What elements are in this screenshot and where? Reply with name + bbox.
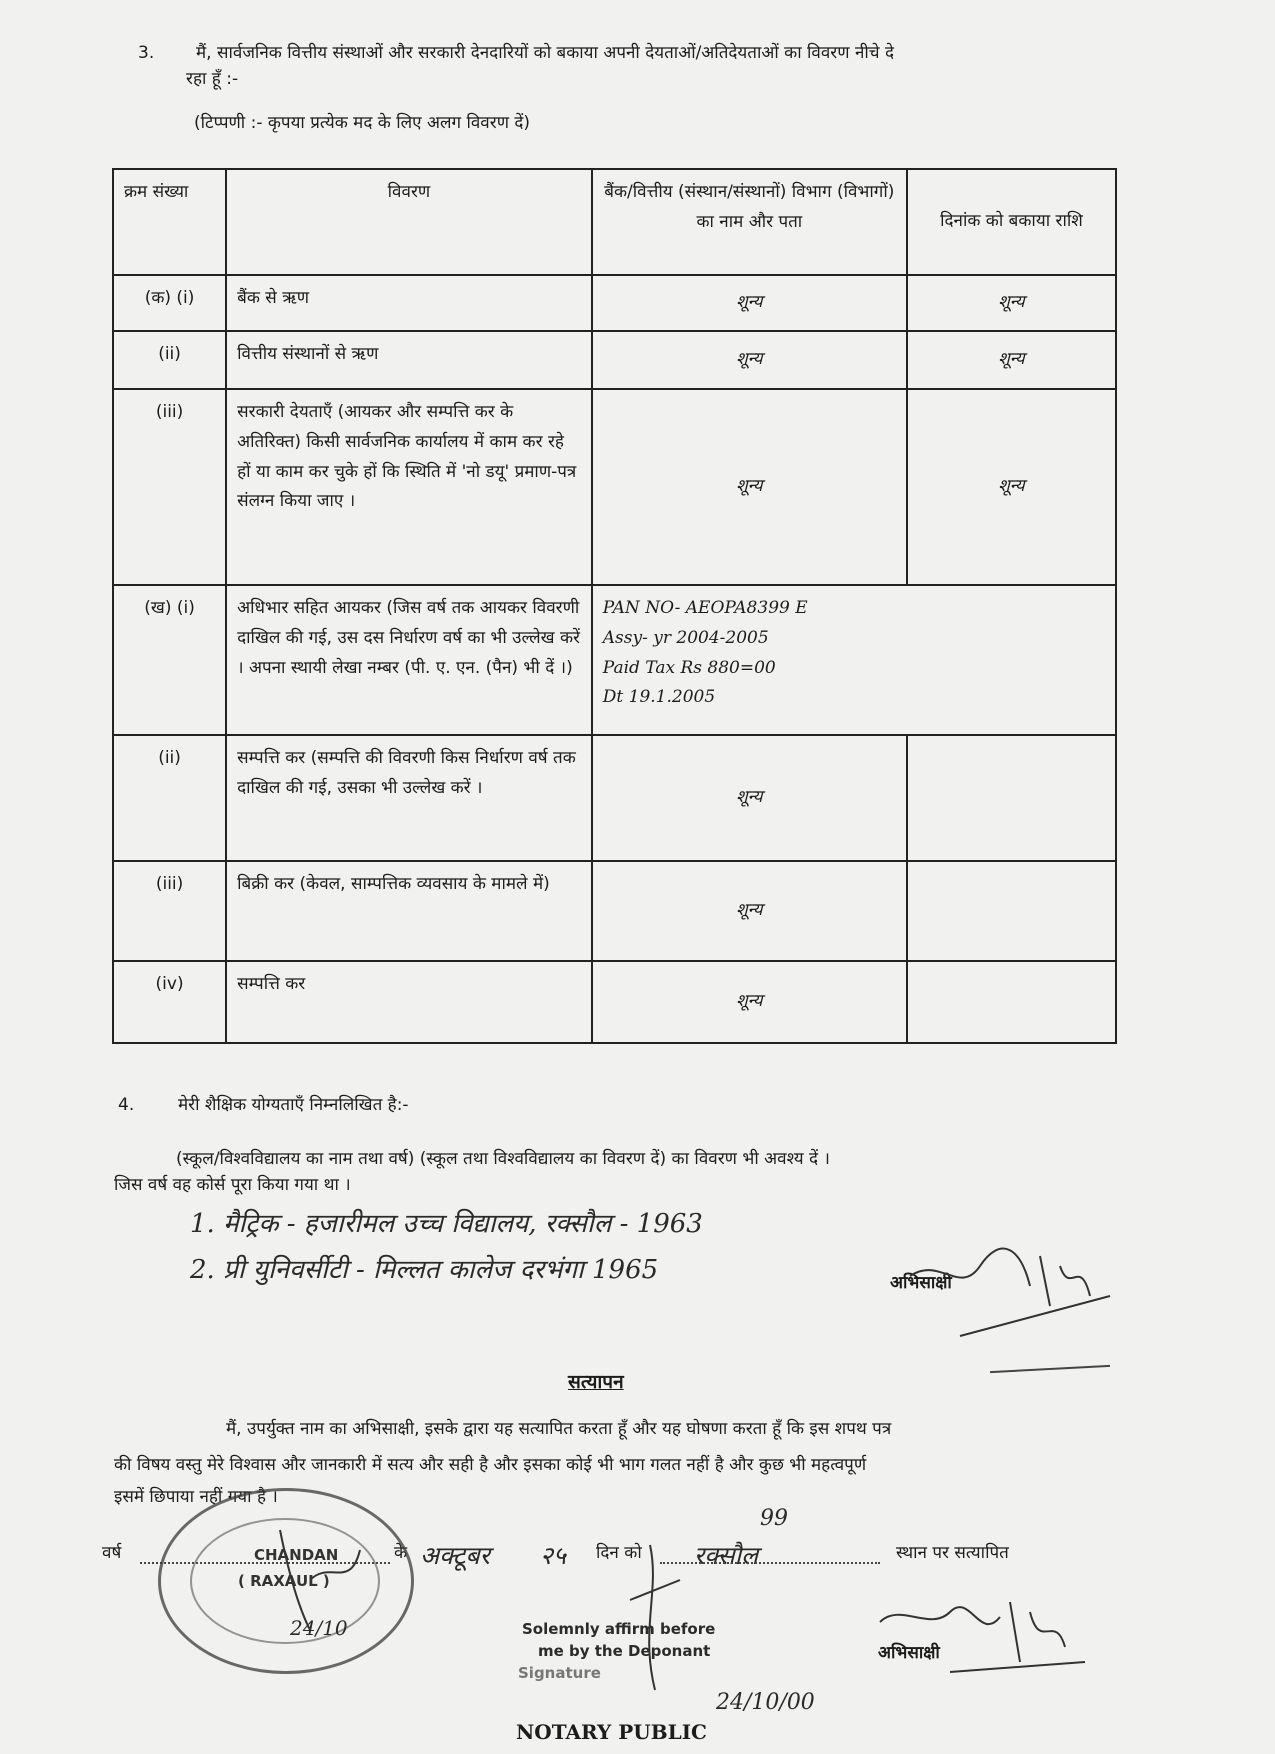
notary-public-title: NOTARY PUBLIC bbox=[516, 1720, 707, 1744]
section-4-instruction-line1: (स्कूल/विश्वविद्यालय का नाम तथा वर्ष) (स्कूल तथा विश्वविद्यालय का विवरण दें) का विवरण भी अवश्य दें । bbox=[176, 1149, 830, 1169]
verification-place-label: स्थान पर सत्यापित bbox=[896, 1543, 1009, 1563]
row-bank: शून्य bbox=[592, 861, 907, 961]
table-row bbox=[113, 861, 1116, 961]
row-description: सम्पत्ति कर bbox=[226, 961, 592, 1043]
row-bank: शून्य bbox=[592, 961, 907, 1043]
row-description: अधिभार सहित आयकर (जिस वर्ष तक आयकर विवरणी दाखिल की गई, उस दस निर्धारण वर्ष का भी उल्लेख करें । अपना स्थायी लेखा नम्बर (पी. ए. एन. (पैन) भी दें ।) bbox=[226, 585, 592, 735]
education-entry-2: 2. प्री युनिवर्सीटी - मिल्लत कालेज दरभंगा 1965 bbox=[190, 1255, 659, 1285]
deponent-label-1: अभिसाक्षी bbox=[890, 1273, 952, 1293]
education-entry-1: 1. मैट्रिक - हजारीमल उच्च विद्यालय, रक्सौल - 1963 bbox=[190, 1209, 703, 1239]
affirm-line2: me by the Deponant bbox=[538, 1642, 711, 1660]
section-3-number: 3. bbox=[138, 43, 155, 63]
row-description: बिक्री कर (केवल, साम्पत्तिक व्यवसाय के मामले में) bbox=[226, 861, 592, 961]
pan-entry bbox=[592, 585, 1116, 735]
paid-date: Dt 19.1.2005 bbox=[602, 687, 716, 708]
stamp-date: 24/10 bbox=[290, 1616, 348, 1640]
notary-signature bbox=[260, 1520, 380, 1640]
section-3-note: (टिप्पणी :- कृपया प्रत्येक मद के लिए अलग विवरण दें) bbox=[194, 113, 531, 133]
deponent-signature-2 bbox=[860, 1592, 1090, 1682]
section-4-heading: मेरी शैक्षिक योग्यताएँ निम्नलिखित है:- bbox=[178, 1095, 409, 1115]
table-header-row bbox=[113, 169, 1116, 275]
stamp-place: ( RAXAUL ) bbox=[238, 1572, 330, 1590]
table-row bbox=[113, 331, 1116, 389]
header-serial: क्रम संख्या bbox=[113, 169, 226, 275]
verification-year-label: वर्ष bbox=[102, 1543, 122, 1563]
deponent-signature-1 bbox=[900, 1236, 1120, 1346]
header-bank: बैंक/वित्तीय (संस्थान/संस्थानों) विभाग (विभागों) का नाम और पता bbox=[592, 169, 907, 275]
row-description: बैंक से ऋण bbox=[226, 275, 592, 331]
liabilities-table bbox=[112, 168, 1117, 1044]
row-serial: (iii) bbox=[113, 861, 226, 961]
row-bank: शून्य bbox=[592, 389, 907, 585]
section-3-intro-line2: रहा हूँ :- bbox=[186, 69, 239, 89]
row-bank: शून्य bbox=[592, 275, 907, 331]
notary-signature-2 bbox=[610, 1540, 700, 1700]
assessment-year: Assy- yr 2004-2005 bbox=[602, 627, 769, 648]
row-serial: (ii) bbox=[113, 331, 226, 389]
stamp-name: CHANDAN bbox=[254, 1546, 339, 1564]
section-3-intro-line1: मैं, सार्वजनिक वित्तीय संस्थाओं और सरकारी देनदारियों को बकाया अपनी देयताओं/अतिदेयताओं का विवरण नीचे दे bbox=[196, 43, 895, 63]
row-serial: (iii) bbox=[113, 389, 226, 585]
row-serial: (क) (i) bbox=[113, 275, 226, 331]
verification-para-line1: मैं, उपर्युक्त नाम का अभिसाक्षी, इसके द्वारा यह सत्यापित करता हूँ और यह घोषणा करता हूँ कि इस शपथ पत्र bbox=[226, 1419, 892, 1439]
table-row bbox=[113, 585, 1116, 735]
row-serial: (ख) (i) bbox=[113, 585, 226, 735]
notary-date: 24/10/00 bbox=[716, 1690, 815, 1715]
row-description: सम्पत्ति कर (सम्पत्ति की विवरणी किस निर्धारण वर्ष तक दाखिल की गई, उसका भी उल्लेख करें । bbox=[226, 735, 592, 861]
table-row bbox=[113, 735, 1116, 861]
paid-tax: Paid Tax Rs 880=00 bbox=[602, 657, 776, 678]
verification-month: अक्टूबर bbox=[420, 1541, 490, 1570]
verification-day: २५ bbox=[540, 1541, 567, 1570]
header-amount: दिनांक को बकाया राशि bbox=[907, 169, 1116, 275]
row-description: सरकारी देयताएँ (आयकर और सम्पत्ति कर के अतिरिक्त) किसी सार्वजनिक कार्यालय में काम कर रहे हों या काम कर चुके हों कि स्थिति में 'नो डयू' प्रमाण-पत्र संलग्न किया जाए । bbox=[226, 389, 592, 585]
pan-number: PAN NO- AEOPA8399 E bbox=[602, 598, 808, 618]
signature-underline bbox=[990, 1365, 1110, 1373]
table-row bbox=[113, 275, 1116, 331]
table-row bbox=[113, 389, 1116, 585]
row-amount: शून्य bbox=[907, 275, 1116, 331]
row-description: वित्तीय संस्थानों से ऋण bbox=[226, 331, 592, 389]
affirm-line1: Solemnly affirm before bbox=[522, 1620, 716, 1638]
row-bank: शून्य bbox=[592, 735, 907, 861]
row-bank: शून्य bbox=[592, 331, 907, 389]
verification-title: सत्यापन bbox=[568, 1371, 624, 1393]
row-amount bbox=[907, 861, 1116, 961]
section-4-instruction-line2: जिस वर्ष वह कोर्स पूरा किया गया था । bbox=[114, 1175, 351, 1195]
row-amount bbox=[907, 961, 1116, 1043]
row-amount: शून्य bbox=[907, 389, 1116, 585]
deponent-label-2: अभिसाक्षी bbox=[878, 1643, 940, 1663]
table-row bbox=[113, 961, 1116, 1043]
row-amount bbox=[907, 735, 1116, 861]
section-4-number: 4. bbox=[118, 1095, 135, 1115]
verification-day-label: दिन को bbox=[596, 1543, 642, 1563]
row-amount: शून्य bbox=[907, 331, 1116, 389]
verification-place: रक्सौल bbox=[694, 1541, 759, 1570]
row-serial: (ii) bbox=[113, 735, 226, 861]
affirm-line3: Signature bbox=[518, 1664, 601, 1682]
header-description: विवरण bbox=[226, 169, 592, 275]
row-serial: (iv) bbox=[113, 961, 226, 1043]
verification-year-value: 99 bbox=[760, 1506, 788, 1531]
verification-of-label: के bbox=[394, 1543, 408, 1563]
verification-para-line2: की विषय वस्तु मेरे विश्वास और जानकारी में सत्य और सही है और इसका कोई भी भाग गलत नहीं है और कुछ भी महत्वपूर्ण bbox=[114, 1455, 867, 1475]
verification-para-line3: इसमें छिपाया नहीं गया है । bbox=[114, 1487, 278, 1507]
